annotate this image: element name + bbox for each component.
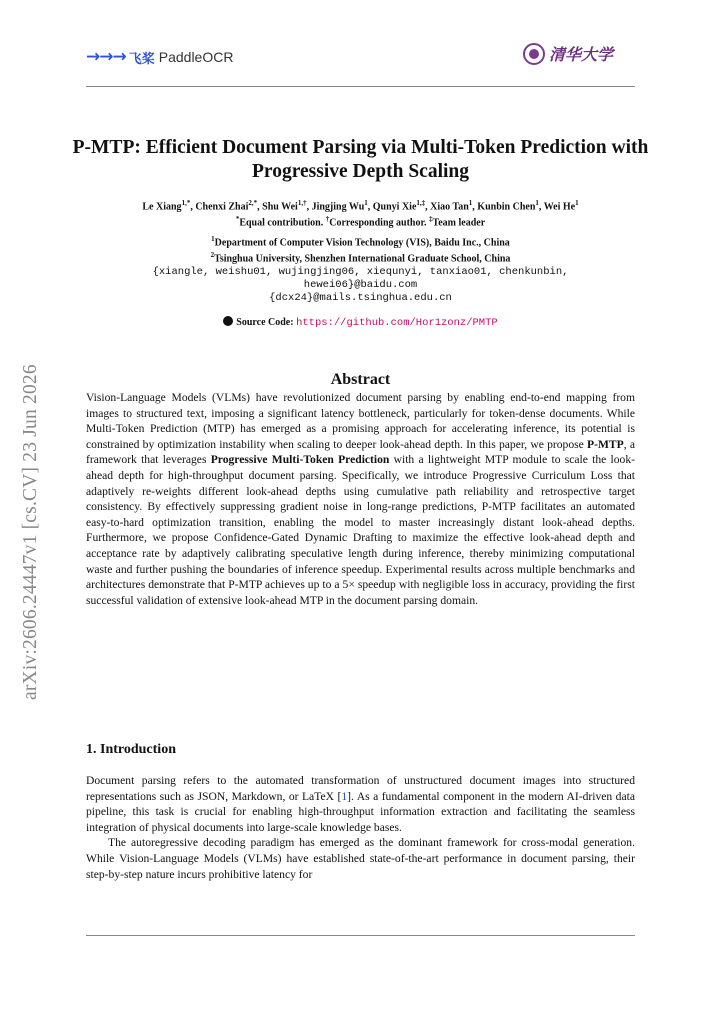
tsinghua-cn-text: 清华大学 — [548, 45, 613, 64]
note-sup: ‡ — [428, 215, 433, 224]
author-name: Shu Wei — [262, 201, 298, 213]
author-block — [60, 197, 661, 230]
affiliations — [60, 233, 661, 305]
email-line-2: hewei06}@baidu.com — [303, 278, 418, 291]
paper-title: P-MTP: Efficient Document Parsing via Multi-Token Prediction with Progressive Depth Scaling — [72, 137, 649, 182]
author-name: Chenxi Zhai — [195, 201, 249, 213]
note-text: Corresponding author. — [329, 217, 429, 229]
note-sup: * — [235, 215, 240, 224]
email-line-3: {dcx24}@mails.tsinghua.edu.cn — [269, 291, 452, 304]
author-name: Kunbin Chen — [477, 201, 536, 213]
affiliation-2: $^2$Tsinghua University, Shenzhen International Graduate School, China — [210, 251, 511, 265]
tsinghua-seal-icon — [523, 43, 545, 65]
author-affil-sup: 1 — [575, 199, 579, 207]
abstract-body: Vision-Language Models (VLMs) have revolutionized document parsing by enabling end-to-end mapping from images to structured text, imposing a significant latency bottleneck, particularly for token-dense documents. While Multi-Token Prediction (MTP) has emerged as a promising approach for accelerating inference, its potential is constrained by optimization instability when scaling to deeper look-ahead depth. In this paper, we propose P-MTP, a framework that leverages Progressive Multi-Token Prediction with a lightweight MTP module to scale the look-ahead depth for high-throughput document parsing. Specifically, we introduce Progressive Curriculum Loss that adaptively re-weights different look-ahead depths using cumulative path reliability and retrospective target consistency. By effectively suppressing gradient noise in long-range predictions, P-MTP facilitates an automated easy-to-hard optimization transition, enabling the model to master increasingly distant look-ahead depths. Furthermore, we propose Confidence-Gated Dynamic Drafting to maximize the effective look-ahead depth and acceptance rate by adaptively calibrating speculative length during inference, thereby minimizing computational waste and further pushing the boundaries of inference speedup. Experimental results across multiple benchmarks and architectures demonstrate that P-MTP achieves up to a 5× speedup with negligible loss in accuracy, providing the first successful validation of extensive look-ahead MTP in the document parsing domain. — [86, 391, 635, 607]
author-affil-sup: 1,‡ — [416, 199, 426, 207]
author-name: Jingjing Wu — [311, 201, 365, 213]
abstract-heading: Abstract — [330, 371, 391, 388]
intro-paragraph-2: The autoregressive decoding paradigm has emerged as the dominant framework for cross-modal generation. While Vision-Language Models (VLMs) have established state-of-the-art performance in document parsing, their step-by-step nature incurs prohibitive latency for — [86, 836, 635, 881]
introduction-body — [86, 773, 635, 882]
abstract-bold-pmtp: P-MTP — [587, 437, 624, 451]
source-code-line — [60, 316, 661, 329]
footer-divider — [86, 935, 635, 936]
github-icon — [223, 316, 233, 326]
note-sup: † — [325, 215, 330, 224]
author-name: Qunyi Xie — [372, 201, 417, 213]
paddleocr-logo — [86, 47, 233, 67]
author-affil-sup: 1,† — [297, 199, 307, 207]
note-text: Equal contribution. — [239, 217, 326, 229]
author-list: Le Xiang$^{1,*}$, Chenxi Zhai$^{2,*}$, Shu Wei$^{1,\dagger}$, Jingjing Wu$^1$, Qunyi Xie$^{1,\ddagger}$, Xiao Tan$^1$, Kunbin Chen$^1$, Wei He$^1$ — [142, 199, 579, 213]
paddle-cn-text: 飞桨 — [128, 51, 155, 67]
author-affil-sup: 1 — [364, 199, 368, 207]
citation-link[interactable]: 1 — [341, 789, 348, 803]
author-notes — [60, 213, 661, 229]
author-affil-sup: 1 — [468, 199, 473, 207]
intro-paragraph-1: Document parsing refers to the automated transformation of unstructured document images into structured representations such as JSON, Markdown, or LaTeX [1]. As a fundamental component in the modern AI-driven data pipeline, this task is crucial for enabling high-throughput information extraction and facilitating the seamless integration of physical documents into large-scale knowledge bases. — [86, 774, 635, 834]
affiliation-1: $^1$Department of Computer Vision Technology (VIS), Baidu Inc., China — [211, 235, 510, 249]
author-name: Xiao Tan — [430, 201, 469, 213]
author-name: Le Xiang — [142, 201, 182, 213]
page-header — [86, 42, 635, 87]
author-affil-sup: 2,* — [248, 199, 258, 207]
author-affil-sup: 1 — [535, 199, 539, 207]
paddle-mark-icon: →→→ — [86, 47, 126, 67]
author-affil-sup: 1,* — [181, 199, 191, 207]
introduction-heading: 1. Introduction — [86, 742, 176, 757]
paddle-name-text: PaddleOCR — [158, 49, 234, 65]
author-name: Wei He — [543, 201, 576, 213]
note-text: Team leader — [432, 217, 486, 229]
arxiv-stamp: arXiv:2606.24447v1 [cs.CV] 23 Jun 2026 — [20, 364, 41, 700]
source-code-link[interactable]: https://github.com/Hor1zonz/PMTP — [296, 317, 498, 329]
tsinghua-logo — [523, 42, 613, 65]
email-line-1: {xiangle, weishu01, wujingjing06, xiequnyi, tanxiao01, chenkunbin, — [152, 265, 569, 278]
abstract-bold-progressive: Progressive Multi-Token Prediction — [210, 453, 390, 467]
source-label: Source Code: — [236, 317, 294, 328]
